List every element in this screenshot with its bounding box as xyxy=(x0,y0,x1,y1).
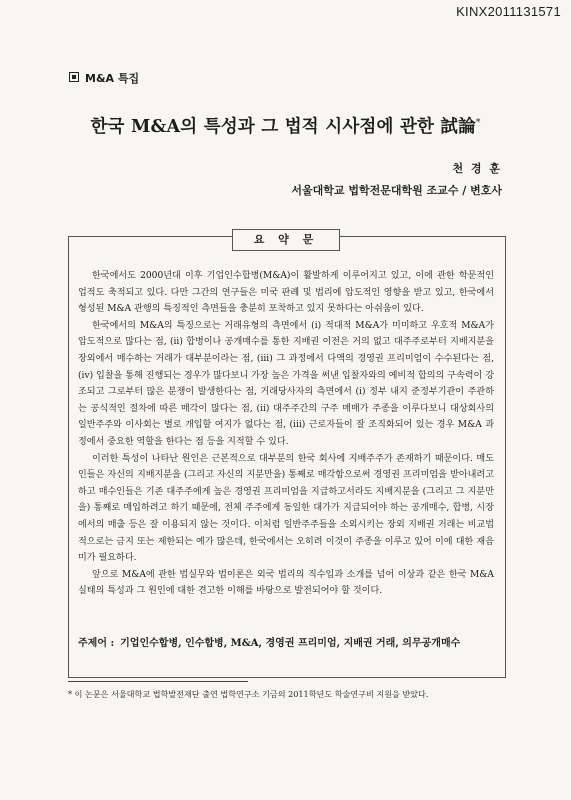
abstract-paragraph: 앞으로 M&A에 관한 법실무와 법이론은 외국 법리의 직수입과 소개를 넘어 이상과 같은 한국 M&A 실태의 특성과 그 원인에 대한 견고한 이해를 바탕으로 발전되어야 할 것이다. xyxy=(78,569,494,597)
section-label xyxy=(69,70,139,86)
abstract-paragraph: 이러한 특성이 나타난 원인은 근본적으로 대부분의 한국 회사에 지배주주가 존재하기 때문이다. 매도인들은 자신의 지배지분을 (그리고 자신의 지분만을) 통째로 매각함으로써 경영권 프리미엄을 받아내려고 하고 매수인들은 기존 대주주에게 높은 경영권 프리미엄을 지급하고서라도 지배지분을 (그리고 그 지분만을) 통째로 매입하려고 하기 때문에, 전체 주주에게 동일한 대가가 지급되어야 하는 공개매수, 합병, 시장에서의 매출 등은 잘 이용되지 않는 것이다. 이처럼 일반주주들을 소외시키는 장외 지배권 거래는 비교법적으로는 금지 또는 제한되는 예가 많은데, 한국에서는 오히려 이것이 주종을 이루고 있어 이에 대한 재음미가 필요하다. xyxy=(78,453,494,564)
abstract-body xyxy=(78,268,494,600)
footnote-divider xyxy=(68,681,248,682)
title-footnote-mark: * xyxy=(475,118,481,129)
footnote: * 이 논문은 서울대학교 법학발전재단 출연 법학연구소 기금의 2011학년도 학술연구비 지원을 받았다. xyxy=(68,689,429,699)
keywords-label: 주제어 : xyxy=(78,638,115,649)
document-id: KINX2011131571 xyxy=(456,4,561,19)
section-label-text: M&A 특집 xyxy=(85,72,140,85)
square-bullet-icon xyxy=(69,72,79,82)
keywords xyxy=(78,636,498,652)
keywords-text: 기업인수합병, 인수합병, M&A, 경영권 프리미엄, 지배권 거래, 의무공개매수 xyxy=(120,638,461,649)
abstract-paragraph: 한국에서의 M&A의 특징으로는 거래유형의 측면에서 (i) 적대적 M&A가 미미하고 우호적 M&A가 압도적으로 많다는 점, (ii) 합병이나 공개매수를 통한 지배권 이전은 거의 없고 대주주로부터 지배지분을 장외에서 매수하는 거래가 대부분이라는 점, (iii) 그 과정에서 다액의 경영권 프리미엄이 수수된다는 점, (iv) 입찰을 통해 진행되는 경우가 많다보니 가장 높은 가격을 써낸 입찰자와의 예비적 합의의 구속력이 강조되고 그로부터 많은 분쟁이 발생한다는 점, 거래당사자의 측면에서 (i) 정부 내지 준정부기관이 주관하는 공식적인 절차에 따른 매각이 많다는 점, (ii) 대주주간의 구주 매매가 주종을 이루다보니 대상회사의 일반주주와 이사회는 별로 개입할 여지가 없다는 점, (iii) 근로자들이 잘 조직화되어 있는 경우 M&A 과정에서 중요한 역할을 한다는 점 등을 지적할 수 있다. xyxy=(78,320,494,447)
author-name: 천 경 훈 xyxy=(452,162,502,175)
paper-title-text: 한국 M&A의 특성과 그 법적 시사점에 관한 試論 xyxy=(90,117,476,137)
author-affiliation: 서울대학교 법학전문대학원 조교수 / 변호사 xyxy=(291,184,502,197)
paper-title xyxy=(0,113,571,138)
abstract-heading: 요 약 문 xyxy=(232,229,340,251)
abstract-paragraph: 한국에서도 2000년대 이후 기업인수합병(M&A)이 활발하게 이루어지고 있고, 이에 관한 학문적인 업적도 축적되고 있다. 다만 그간의 연구들은 미국 판례 및 법리에 압도적인 영향을 받고 있고, 한국에서 형성된 M&A 관행의 특징적인 측면들을 충분히 포착하고 있지 못하다는 아쉬움이 있다. xyxy=(78,271,494,315)
